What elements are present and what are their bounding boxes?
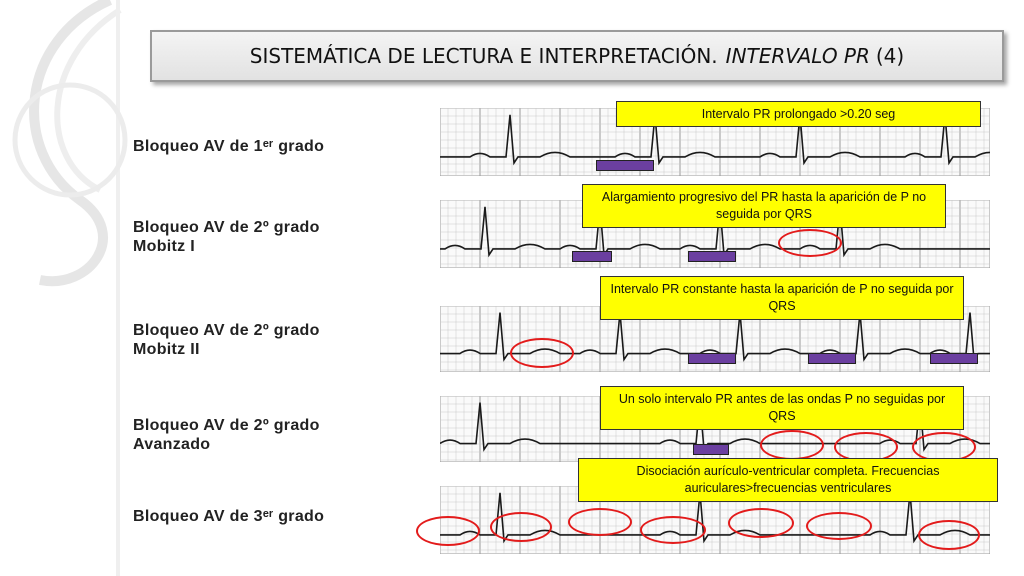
p-wave-ring [918, 520, 980, 550]
pr-interval-marker [688, 353, 736, 364]
blocked-p-wave-ring [778, 229, 842, 257]
label-av-block-2nd-advanced: Bloqueo AV de 2º grado Avanzado [133, 417, 320, 453]
blocked-p-wave-ring [510, 338, 574, 368]
background-swirl [0, 0, 160, 576]
note-single-pr: Un solo intervalo PR antes de las ondas P no seguidas por QRS [600, 386, 964, 430]
pr-interval-marker [596, 160, 654, 171]
label-av-block-2nd-mobitz-1: Bloqueo AV de 2º grado Mobitz I [133, 219, 320, 255]
title-main: SISTEMÁTICA DE LECTURA E INTERPRETACIÓN. [249, 44, 718, 68]
pr-interval-marker [572, 251, 612, 262]
note-av-dissociation: Disociación aurículo-ventricular completa. Frecuencias auriculares>frecuencias ventriculares [578, 458, 998, 502]
p-wave-ring [416, 516, 480, 546]
title-suffix: (4) [875, 44, 905, 68]
label-av-block-3rd-degree: Bloqueo AV de 3ᵉʳ grado [133, 508, 325, 525]
note-pr-prolonged: Intervalo PR prolongado >0.20 seg [616, 101, 981, 127]
p-wave-ring [806, 512, 872, 540]
label-av-block-2nd-mobitz-2: Bloqueo AV de 2º grado Mobitz II [133, 322, 320, 358]
note-progressive-pr: Alargamiento progresivo del PR hasta la aparición de P no seguida por QRS [582, 184, 946, 228]
pr-interval-marker [930, 353, 978, 364]
p-wave-ring [640, 516, 706, 544]
blocked-p-wave-ring [760, 430, 824, 460]
title-italic: INTERVALO PR [725, 44, 870, 68]
pr-interval-marker [808, 353, 856, 364]
label-av-block-1st-degree: Bloqueo AV de 1ᵉʳ grado [133, 138, 325, 155]
p-wave-ring [490, 512, 552, 542]
pr-interval-marker [688, 251, 736, 262]
pr-interval-marker [693, 444, 729, 455]
p-wave-ring [728, 508, 794, 538]
slide-title [150, 30, 1004, 82]
p-wave-ring [568, 508, 632, 536]
note-constant-pr: Intervalo PR constante hasta la aparición de P no seguida por QRS [600, 276, 964, 320]
